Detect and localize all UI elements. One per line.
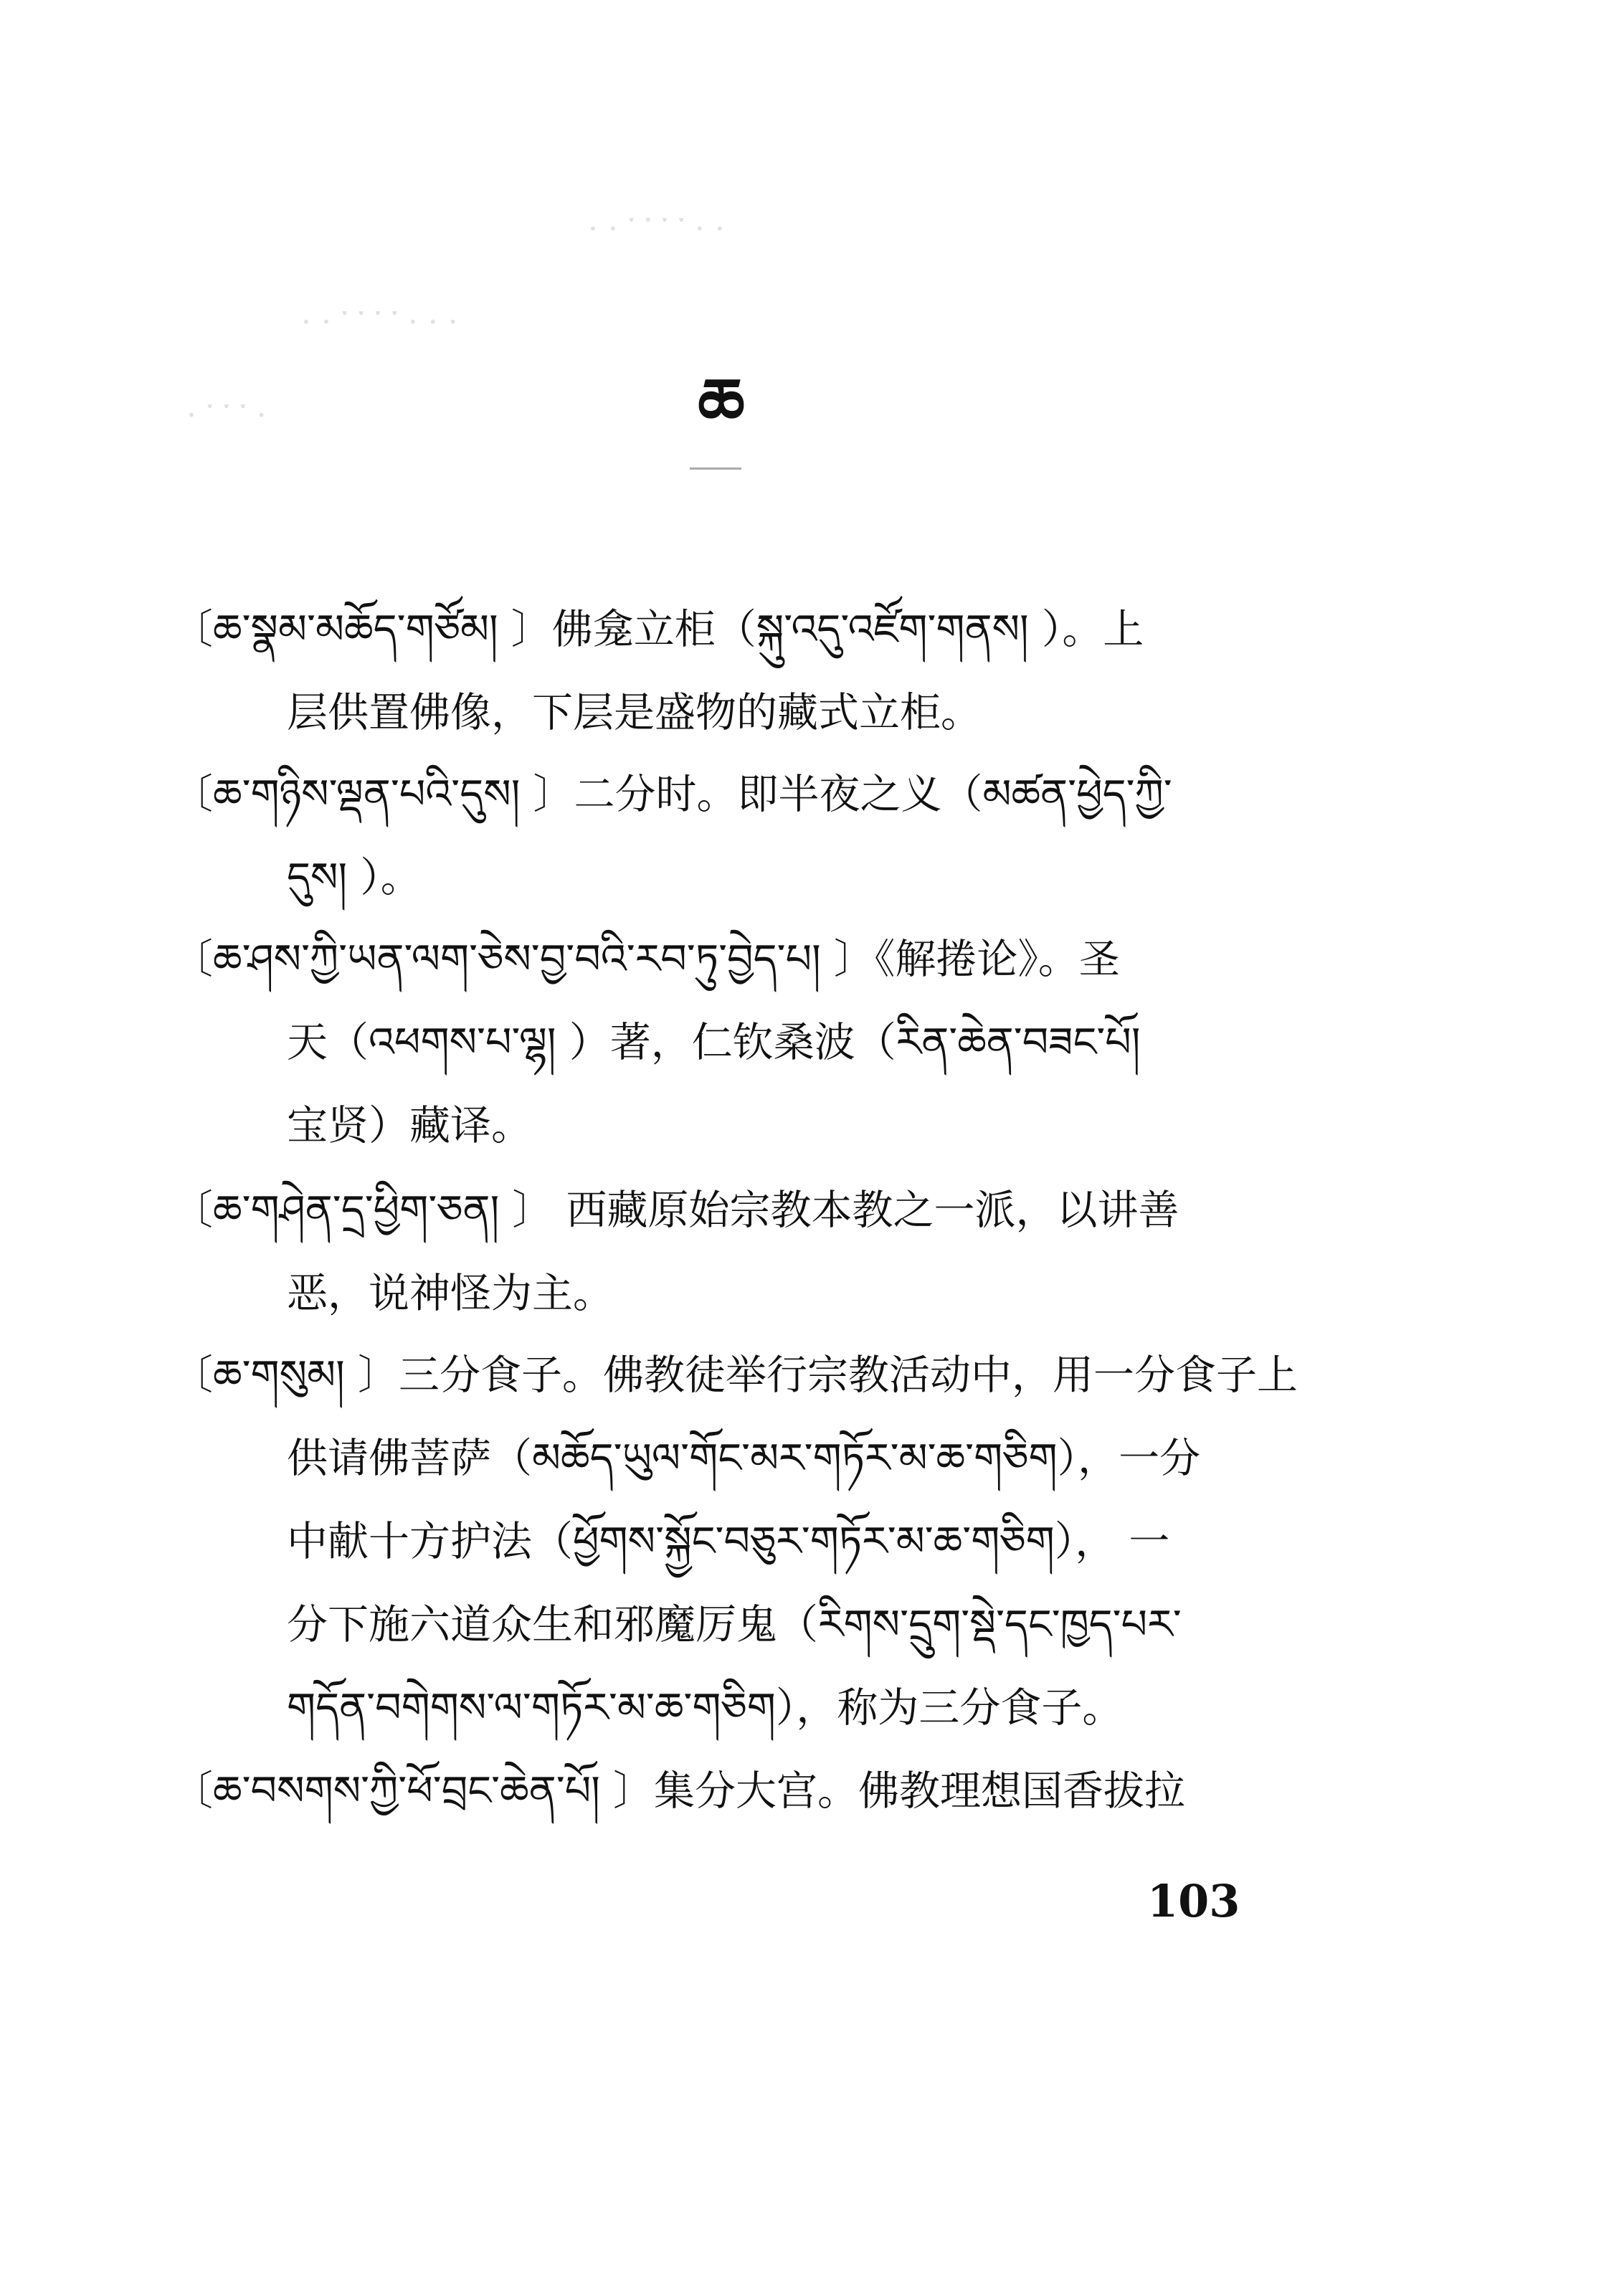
entry-continuation: 恶，说神怪为主。 — [287, 1270, 614, 1317]
bleed-through-text: · ་ ་ ་ · — [186, 397, 267, 434]
entry-continuation: 宝贤）藏译。 — [287, 1102, 532, 1149]
entry-continuation: དུས། ）。 — [287, 854, 422, 901]
entry-continuation: 天（འཕགས་པ་ལྷ། ）著，仁钦桑波（རིན་ཆེན་བཟང་པོ། — [287, 1019, 1141, 1066]
bleed-through-text: · · ་ ་ ་ ་ · · — [588, 211, 725, 247]
entry-headline: 〔ཆ་ཤས་ཀྱི་ཡན་ལག་ཅེས་བྱ་བའི་རབ་ཏུ་བྱེད་པ། 〕《解捲论》。圣 — [172, 936, 1120, 983]
entry-continuation: 分下施六道众生和邪魔厉鬼（རིགས་དྲུག་སྡེ་དང་ཁྱད་པར་ — [287, 1601, 1182, 1648]
entry-continuation: 层供置佛像，下层是盛物的藏式立柜。 — [287, 689, 982, 736]
bleed-through-text: · · ་ ་ ་ ་ · · · — [301, 304, 458, 341]
entry-headline: 〔ཆ་གཉིས་ལྡན་པའི་དུས། 〕二分时。即半夜之义（མཚན་ཕྱེད་ཀྱི་ — [172, 771, 1172, 818]
entry-headline: 〔ཆ་སྣམ་མཆོད་གཙོམ། 〕佛龛立柜（སྐུ་འདུ་འཛོག་གནས། ）。上 — [172, 606, 1144, 653]
dictionary-entry — [172, 753, 1262, 919]
entry-headline: 〔ཆ་གསུམ། 〕三分食子。佛教徒举行宗教活动中，用一分食子上 — [172, 1352, 1298, 1399]
entry-headline: 〔ཆ་གཤེན་དྲ་ཕྱིག་ཅན། 〕 西藏原始宗教本教之一派，以讲善 — [172, 1187, 1179, 1234]
section-letter: ཆ — [698, 364, 745, 441]
dictionary-entry — [172, 1750, 1262, 1833]
section-divider — [690, 467, 741, 470]
entry-continuation: གདོན་བགེགས་ལ་གཏོར་མ་ཆ་གཅིག），称为三分食子。 — [287, 1684, 1124, 1732]
dictionary-entry — [172, 1334, 1298, 1750]
entry-continuation: 供请佛菩萨（མཆོད་ཡུལ་གོང་མར་གཏོར་མ་ཆ་གཅིག），一分 — [287, 1435, 1201, 1482]
dictionary-entry — [172, 1169, 1262, 1335]
entry-continuation: 中献十方护法（ཕྱོགས་སྐྱོང་བཅུར་གཏོར་མ་ཆ་གཅིག）， 一 — [287, 1518, 1170, 1565]
page-number: 103 — [1147, 1875, 1240, 1927]
dictionary-entry — [172, 918, 1262, 1167]
dictionary-entry — [172, 588, 1262, 754]
entry-headline: 〔ཆ་བསགས་ཀྱི་ཕོ་བྲང་ཆེན་པོ། 〕集分大宫。佛教理想国香拔拉 — [172, 1767, 1186, 1815]
